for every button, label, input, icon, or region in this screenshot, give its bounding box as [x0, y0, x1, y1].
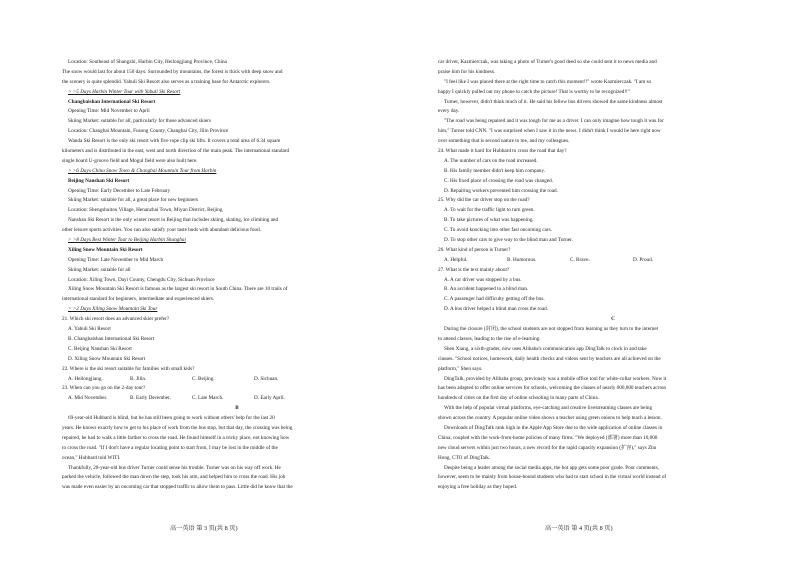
- page-footer-right: 高一英语 第 4 页(共 8 页): [545, 525, 613, 532]
- passage-line: kilometers and is distributed in the east, west and north direction of the main peak. The international standard: [62, 148, 290, 155]
- passage-line: Hong, CTO of DingTalk.: [438, 454, 491, 461]
- answer-option: B. To take pictures of what was happening.: [444, 217, 534, 224]
- right-column: [438, 58, 788, 493]
- passage-line: to attend classes, leading to the rise of e-learning.: [438, 335, 541, 342]
- answer-options-row: [62, 394, 412, 404]
- answer-option: C. Brave.: [570, 256, 590, 263]
- tour-link[interactable]: > >6 Days China Snow Town & Changbai Mountain Tour from Harbin: [68, 167, 217, 174]
- answer-option: D. Sichuan.: [254, 375, 279, 382]
- passage-line: new cloud servers within just two hours, a new record for the rapid capacity expansion (扩容)," says Zhu: [438, 444, 657, 451]
- question-stem: 27. What is the text mainly about?: [438, 266, 510, 273]
- left-column: [62, 58, 412, 493]
- question-stem: 22. Where is the ski resort suitable for families with small kids?: [62, 365, 195, 372]
- passage-line: international standard for beginners, intermediate and experienced skiers.: [62, 296, 215, 303]
- answer-option: A. A car driver was stopped by a bus.: [444, 276, 522, 283]
- passage-line: Turner, however, didn't think much of it. He said his fellow bus drivers showed the same kindness almost: [444, 98, 663, 105]
- passage-line: years. He knows exactly how to get to his place of work from the bus stop, but that day, the crossing was being: [62, 424, 293, 431]
- answer-option: C. Beijing Nanshan Ski Resort: [68, 345, 132, 352]
- passage-line: parked the vehicle, followed the man down the step, took his arm, and helped him to cross the road. His job: [62, 474, 286, 481]
- answer-option: C. A passenger had difficulty getting off the bus.: [444, 296, 545, 303]
- passage-line: over something that is second nature to me, and my colleagues.: [438, 138, 570, 145]
- question-stem: 25. Why did the car driver stop on the road?: [438, 197, 530, 204]
- passage-line: Skiing Market: suitable for all, particularly for those advanced skiers: [68, 118, 211, 125]
- passage-line: Location: Southeast of Shangzhi, Harbin City, Heilongjiang Province, China: [68, 59, 227, 65]
- passage-line: other leisure sports activities. You can also satisfy your taste buds with abundant delicious food.: [62, 227, 261, 234]
- passage-line: car driver, Kazmierczak, was taking a photo of Turner's good deed so she could sent it to news media and: [438, 59, 657, 65]
- passage-line: With the help of popular virtual platforms, eye-catching and creative livestreaming classes are being: [444, 405, 653, 412]
- passage-line: Location: Xiling Town, Dayi County, Chengdu City, Sichuan Province: [68, 276, 215, 283]
- passage-line: Opening Time: Early December to Late February: [68, 187, 171, 194]
- tour-link[interactable]: > >8 Days Best Winter Tour to Beijing Harbin Shanghai: [68, 237, 186, 244]
- answer-option: A. To wait for the traffic light to turn green.: [444, 207, 535, 214]
- passage-line: every day.: [438, 108, 460, 115]
- answer-option: A. Yabuli Ski Resort: [68, 326, 111, 333]
- passage-line: China, coupled with the work-from-home policies of many firms. "We deployed (部署) more than 10,000: [438, 434, 658, 441]
- answer-option: A. The number of cars on the road increased.: [444, 157, 538, 164]
- answer-option: C. Late March.: [192, 395, 224, 402]
- passage-line: shown across the country. A popular online video shows a teacher using green onions to help teach a lesson.: [438, 415, 662, 422]
- passage-line: however, seem to be mainly from house-bound students who had to start school in the virtual world instead of: [438, 474, 667, 481]
- passage-line: During the closure (封闭), the school students are not stopped from learning as they turn to the internet: [444, 326, 659, 333]
- passage-line: Opening Time: Late November to Mid March: [68, 256, 164, 263]
- answer-options-row: [438, 256, 788, 266]
- answer-option: B. Humorous.: [507, 256, 537, 263]
- tour-link[interactable]: > >5 Days Harbin Winter Tour with Yabuli Ski Resort: [68, 88, 181, 95]
- resort-heading: Xiling Snow Mountain Ski Resort: [68, 246, 143, 253]
- question-stem: 23. When can you go on the 2-day tour?: [62, 385, 146, 392]
- passage-line: DingTalk, provided by Alibaba group, previously was a mobile office tool for white-collar workers. Now it: [444, 375, 667, 382]
- passage-line: Downloads of DingTalk rank high in the Apple App Store due to the wide application of online classes in: [444, 424, 663, 431]
- passage-line: Location: Changbai Mountain, Fusong County, Changbai City, Jilin Province: [68, 128, 229, 135]
- answer-option: D. A bus driver helped a blind man cross the road.: [444, 306, 549, 313]
- answer-option: D. To stop other cars to give way to the blind man and Turner.: [444, 237, 573, 244]
- passage-line: Opening Time: Mid November to April: [68, 108, 150, 115]
- passage-line: hundreds of cities on the first day of online schooling in many parts of China.: [438, 395, 599, 402]
- passage-line: Location: Shengshuitou Village, Henanzhai Town, Miyun District, Beijing: [68, 207, 223, 214]
- passage-line: happy I quickly pulled out my phone to catch the picture! That is worthy to be recognized!!": [438, 88, 630, 95]
- passage-line: "The road was being repaired and it was tough for me as a driver. I can only imagine how tough it was for: [444, 118, 664, 125]
- answer-options-row: [62, 375, 412, 385]
- answer-option: C. Beijing.: [192, 375, 215, 382]
- answer-option: A. Heilongjiang.: [68, 375, 103, 382]
- resort-heading: Beijing Nanshan Ski Resort: [68, 177, 130, 184]
- passage-line: "I feel like I was placed there at the right time to catch this moment!!" wrote Kazmierczak. "I am so: [444, 78, 652, 85]
- passage-line: 69-year-old Hubbard is blind, but he has still been going to work without others' help for the last 20: [68, 415, 275, 422]
- passage-line: Wanda Ski Resort is the only ski resort with five rope clip ski lifts. It covers a total area of 6.34 square: [68, 138, 281, 145]
- answer-option: B. His family member didn't keep him company.: [444, 167, 546, 174]
- question-stem: 24. What made it hard for Hubbard to cross the road that day?: [438, 148, 567, 155]
- passage-line: Thankfully, 28-year-old bus driver Turner could sense his trouble. Turner was on his way off work. He: [68, 464, 281, 471]
- section-heading: B: [235, 405, 239, 412]
- tour-link[interactable]: > >2 Days Xiling Snow Mountain Ski Tour: [68, 306, 158, 313]
- resort-heading: Changbaishan International Ski Resort: [68, 98, 156, 105]
- answer-option: C. His fixed place of crossing the road was changed.: [444, 177, 554, 184]
- answer-option: B. Jilin.: [130, 375, 147, 382]
- answer-option: B. Early December.: [130, 395, 171, 402]
- passage-line: Skiing Market: suitable for all: [68, 266, 131, 273]
- answer-option: B. An accident happened to a blind man.: [444, 286, 529, 293]
- passage-line: Skiing Market: suitable for all, a great place for new beginners: [68, 197, 199, 204]
- passage-line: classes. "School notices, homework, daily health checks and videos sent by teachers are all achieved on the: [438, 355, 661, 362]
- section-heading: C: [611, 316, 615, 323]
- answer-option: D. Xiling Snow Mountain Ski Resort: [68, 355, 146, 362]
- passage-line: ocean," Hubbard told WITI.: [62, 454, 121, 461]
- passage-line: has been adapted to offer online services for schools, welcoming the classes of nearly 600,000 teachers across: [438, 385, 667, 392]
- answer-option: D. Early April.: [254, 395, 285, 402]
- passage-line: single board U-groove field and Mogul field were also built here.: [62, 157, 198, 164]
- question-stem: 26. What kind of person is Turner?: [438, 246, 511, 253]
- passage-line: Despite being a leader among the social media apps, the hot app gets some poor grade. Poor comments,: [444, 464, 659, 471]
- passage-line: repaired, he had to walk a little farther to cross the road. He found himself in a tricky place, not knowing how: [62, 434, 290, 441]
- answer-option: A. Mid November.: [68, 395, 108, 402]
- passage-line: Xiling Snow Mountain Ski Resort is famous as the largest ski resort in South China. There are 10 trails of: [68, 286, 288, 293]
- page-footer-left: 高一英语 第 3 页(共 8 页): [170, 525, 238, 532]
- passage-line: was made even easier by an oncoming car that stopped traffic to allow them to pass. Little did he know that the: [62, 484, 293, 491]
- answer-option: A. Helpful.: [444, 256, 468, 263]
- answer-option: D. Repairing workers prevented him crossing the road.: [444, 187, 558, 194]
- passage-line: praise him for his kindness.: [438, 68, 496, 75]
- passage-line: The snow would last for about 150 days. Surrounded by mountains, the forest is thick with deep snow and: [62, 68, 283, 75]
- question-stem: 21. Which ski resort does an advanced skier prefer?: [62, 316, 170, 323]
- passage-line: the scenery is quite splendid. Yabuli Ski Resort also serves as a training base for Antarctic explorers.: [62, 78, 271, 85]
- answer-option: B. Changbaishan International Ski Resort: [68, 335, 155, 342]
- passage-line: enjoying a free holiday as they hoped.: [438, 484, 518, 491]
- passage-line: Nanshan Ski Resort is the only winter resort in Beijing that includes skiing, skating, ice climbing and: [68, 217, 279, 224]
- answer-option: D. Proud.: [633, 256, 654, 263]
- passage-line: to cross the road. "If I don't have a regular locating point to start from, I may be lost in the middle of the: [62, 444, 278, 451]
- passage-line: Shen Xiang, a sixth-grader, now uses Alibaba's communication app DingTalk to clock in and take: [444, 345, 647, 352]
- passage-line: platform," Shen says.: [438, 365, 483, 372]
- passage-line: him," Turner told CNN. "I was surprised when I saw it in the news. I didn't think I would be here right now: [438, 128, 661, 135]
- answer-option: C. To avoid knocking into other fast oncoming cars.: [444, 227, 552, 234]
